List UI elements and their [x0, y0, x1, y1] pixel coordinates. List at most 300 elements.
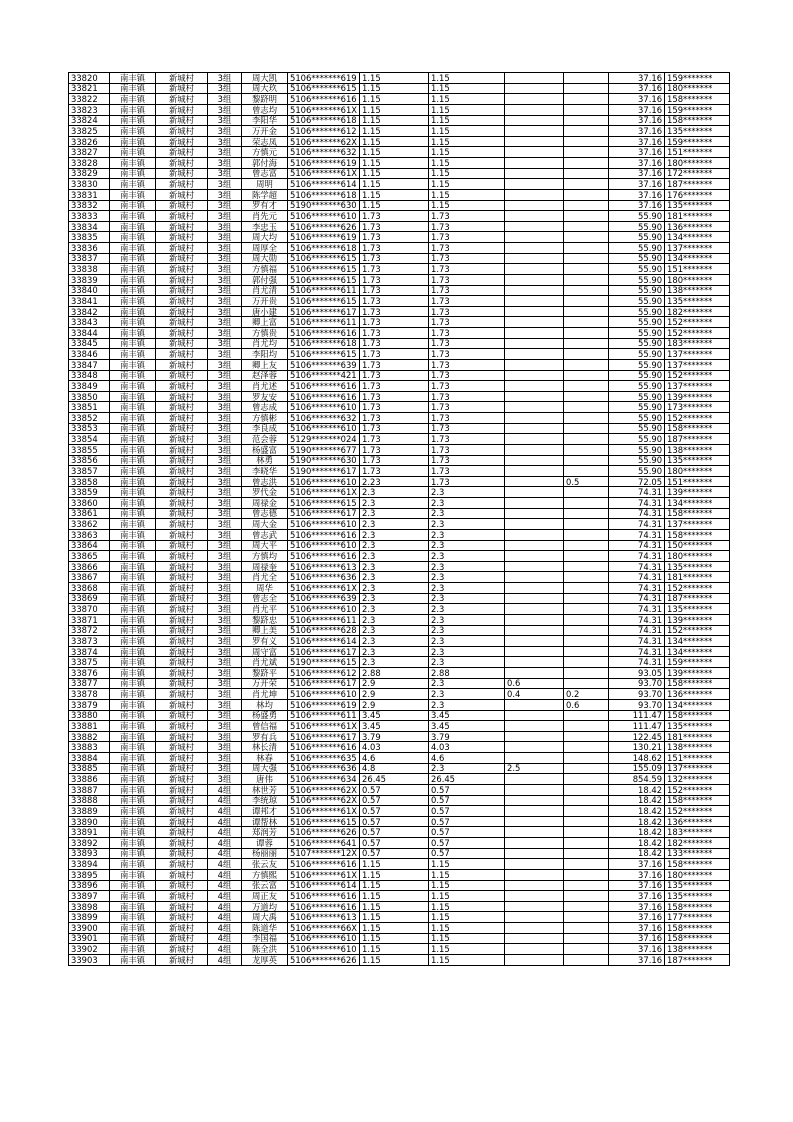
table-row	[69, 689, 730, 700]
amount-cell: 55.90	[609, 381, 665, 392]
village-cell: 新城村	[156, 349, 208, 360]
village-cell: 新城村	[156, 901, 208, 912]
village-cell: 新城村	[156, 94, 208, 105]
village-cell: 新城村	[156, 126, 208, 137]
phone-cell: 132*******	[665, 774, 730, 785]
id-number-cell: 5106*******641	[288, 838, 360, 849]
phone-cell: 134*******	[665, 636, 730, 647]
area-b-cell	[505, 848, 564, 859]
table-row	[69, 880, 730, 891]
area-a-cell: 0.57	[429, 784, 505, 795]
total-area-cell: 0.57	[360, 827, 429, 838]
amount-cell: 854.59	[609, 774, 665, 785]
phone-cell: 158*******	[665, 423, 730, 434]
phone-cell: 187*******	[665, 179, 730, 190]
town-cell: 南丰镇	[110, 402, 156, 413]
name-cell: 张云富	[242, 880, 288, 891]
row-number-cell: 33868	[69, 583, 110, 594]
group-cell: 3组	[208, 423, 242, 434]
phone-cell: 139*******	[665, 668, 730, 679]
id-number-cell: 5106*******612	[288, 668, 360, 679]
area-a-cell: 2.3	[429, 646, 505, 657]
table-row	[69, 593, 730, 604]
total-area-cell: 1.15	[360, 944, 429, 955]
name-cell: 李忠玉	[242, 221, 288, 232]
village-cell: 新城村	[156, 306, 208, 317]
name-cell: 罗友安	[242, 391, 288, 402]
town-cell: 南丰镇	[110, 211, 156, 222]
total-area-cell: 1.15	[360, 94, 429, 105]
phone-cell: 152*******	[665, 784, 730, 795]
area-b-cell	[505, 901, 564, 912]
total-area-cell: 1.73	[360, 444, 429, 455]
group-cell: 4组	[208, 923, 242, 934]
name-cell: 周大均	[242, 232, 288, 243]
total-area-cell: 2.3	[360, 551, 429, 562]
area-a-cell: 0.57	[429, 795, 505, 806]
area-b-cell	[505, 561, 564, 572]
group-cell: 4组	[208, 848, 242, 859]
village-cell: 新城村	[156, 742, 208, 753]
total-area-cell: 2.3	[360, 636, 429, 647]
area-c-cell	[564, 657, 609, 668]
amount-cell: 74.31	[609, 508, 665, 519]
area-b-cell	[505, 954, 564, 965]
row-number-cell: 33885	[69, 763, 110, 774]
phone-cell: 137*******	[665, 381, 730, 392]
area-b-cell	[505, 296, 564, 307]
village-cell: 新城村	[156, 136, 208, 147]
area-b-cell	[505, 753, 564, 764]
id-number-cell: 5106*******611	[288, 285, 360, 296]
phone-cell: 138*******	[665, 285, 730, 296]
row-number-cell: 33838	[69, 264, 110, 275]
area-b-cell	[505, 944, 564, 955]
area-a-cell: 0.57	[429, 816, 505, 827]
table-row	[69, 933, 730, 944]
village-cell: 新城村	[156, 604, 208, 615]
amount-cell: 74.31	[609, 583, 665, 594]
phone-cell: 158*******	[665, 710, 730, 721]
group-cell: 3组	[208, 306, 242, 317]
row-number-cell: 33865	[69, 551, 110, 562]
row-number-cell: 33898	[69, 901, 110, 912]
table-row	[69, 519, 730, 530]
table-row	[69, 168, 730, 179]
table-row	[69, 147, 730, 158]
town-cell: 南丰镇	[110, 136, 156, 147]
area-b-cell	[505, 816, 564, 827]
id-number-cell: 5106*******615	[288, 498, 360, 509]
phone-cell: 182*******	[665, 838, 730, 849]
group-cell: 3组	[208, 710, 242, 721]
phone-cell: 137*******	[665, 763, 730, 774]
area-c-cell	[564, 104, 609, 115]
area-c-cell	[564, 678, 609, 689]
village-cell: 新城村	[156, 317, 208, 328]
town-cell: 南丰镇	[110, 264, 156, 275]
table-row	[69, 784, 730, 795]
id-number-cell: 5106*******61X	[288, 869, 360, 880]
phone-cell: 152*******	[665, 625, 730, 636]
total-area-cell: 3.45	[360, 721, 429, 732]
total-area-cell: 1.15	[360, 859, 429, 870]
amount-cell: 55.90	[609, 264, 665, 275]
table-row	[69, 795, 730, 806]
amount-cell: 37.16	[609, 869, 665, 880]
amount-cell: 37.16	[609, 189, 665, 200]
area-b-cell	[505, 551, 564, 562]
area-a-cell: 1.73	[429, 391, 505, 402]
name-cell: 罗有义	[242, 636, 288, 647]
group-cell: 3组	[208, 381, 242, 392]
group-cell: 4组	[208, 944, 242, 955]
amount-cell: 74.31	[609, 614, 665, 625]
town-cell: 南丰镇	[110, 551, 156, 562]
amount-cell: 55.90	[609, 232, 665, 243]
name-cell: 周大金	[242, 519, 288, 530]
phone-cell: 136*******	[665, 689, 730, 700]
total-area-cell: 1.73	[360, 296, 429, 307]
amount-cell: 18.42	[609, 784, 665, 795]
phone-cell: 181*******	[665, 731, 730, 742]
amount-cell: 55.90	[609, 296, 665, 307]
amount-cell: 74.31	[609, 487, 665, 498]
town-cell: 南丰镇	[110, 848, 156, 859]
village-cell: 新城村	[156, 827, 208, 838]
name-cell: 范会蓉	[242, 434, 288, 445]
row-number-cell: 33848	[69, 370, 110, 381]
phone-cell: 158*******	[665, 115, 730, 126]
id-number-cell: 5106*******639	[288, 359, 360, 370]
town-cell: 南丰镇	[110, 731, 156, 742]
row-number-cell: 33847	[69, 359, 110, 370]
id-number-cell: 5106*******617	[288, 731, 360, 742]
area-a-cell: 1.73	[429, 444, 505, 455]
area-c-cell	[564, 328, 609, 339]
area-a-cell: 1.73	[429, 296, 505, 307]
id-number-cell: 5107*******12X	[288, 848, 360, 859]
table-row	[69, 668, 730, 679]
area-c-cell	[564, 529, 609, 540]
area-c-cell	[564, 742, 609, 753]
total-area-cell: 2.3	[360, 519, 429, 530]
town-cell: 南丰镇	[110, 232, 156, 243]
total-area-cell: 1.15	[360, 869, 429, 880]
area-a-cell: 1.73	[429, 264, 505, 275]
total-area-cell: 1.73	[360, 253, 429, 264]
town-cell: 南丰镇	[110, 816, 156, 827]
area-c-cell	[564, 604, 609, 615]
row-number-cell: 33858	[69, 476, 110, 487]
area-b-cell	[505, 933, 564, 944]
name-cell: 周大勋	[242, 253, 288, 264]
area-c-cell	[564, 593, 609, 604]
total-area-cell: 2.3	[360, 657, 429, 668]
town-cell: 南丰镇	[110, 721, 156, 732]
area-c-cell	[564, 136, 609, 147]
group-cell: 3组	[208, 296, 242, 307]
phone-cell: 172*******	[665, 168, 730, 179]
area-c-cell	[564, 221, 609, 232]
amount-cell: 37.16	[609, 933, 665, 944]
amount-cell: 18.42	[609, 838, 665, 849]
area-a-cell: 2.3	[429, 699, 505, 710]
town-cell: 南丰镇	[110, 604, 156, 615]
row-number-cell: 33843	[69, 317, 110, 328]
area-c-cell	[564, 306, 609, 317]
area-c-cell	[564, 381, 609, 392]
phone-cell: 152*******	[665, 413, 730, 424]
name-cell: 罗代金	[242, 487, 288, 498]
name-cell: 罗有兵	[242, 731, 288, 742]
area-c-cell	[564, 572, 609, 583]
id-number-cell: 5106*******619	[288, 699, 360, 710]
area-a-cell: 2.3	[429, 540, 505, 551]
name-cell: 周厚全	[242, 243, 288, 254]
id-number-cell: 5106*******619	[288, 73, 360, 84]
village-cell: 新城村	[156, 880, 208, 891]
row-number-cell: 33853	[69, 423, 110, 434]
name-cell: 谭蓉	[242, 838, 288, 849]
name-cell: 曾志均	[242, 104, 288, 115]
village-cell: 新城村	[156, 774, 208, 785]
name-cell: 周禄金	[242, 498, 288, 509]
total-area-cell: 1.15	[360, 158, 429, 169]
town-cell: 南丰镇	[110, 487, 156, 498]
area-c-cell	[564, 710, 609, 721]
total-area-cell: 2.3	[360, 625, 429, 636]
row-number-cell: 33876	[69, 668, 110, 679]
id-number-cell: 5106*******62X	[288, 784, 360, 795]
area-a-cell: 2.3	[429, 678, 505, 689]
group-cell: 3组	[208, 614, 242, 625]
area-b-cell	[505, 115, 564, 126]
area-c-cell	[564, 359, 609, 370]
town-cell: 南丰镇	[110, 126, 156, 137]
table-row	[69, 115, 730, 126]
town-cell: 南丰镇	[110, 221, 156, 232]
area-c-cell	[564, 296, 609, 307]
area-a-cell: 1.73	[429, 243, 505, 254]
town-cell: 南丰镇	[110, 668, 156, 679]
total-area-cell: 0.57	[360, 806, 429, 817]
town-cell: 南丰镇	[110, 189, 156, 200]
id-number-cell: 5106*******635	[288, 753, 360, 764]
area-c-cell	[564, 158, 609, 169]
area-b-cell	[505, 126, 564, 137]
village-cell: 新城村	[156, 370, 208, 381]
row-number-cell: 33874	[69, 646, 110, 657]
town-cell: 南丰镇	[110, 636, 156, 647]
village-cell: 新城村	[156, 104, 208, 115]
group-cell: 3组	[208, 391, 242, 402]
area-a-cell: 2.3	[429, 572, 505, 583]
village-cell: 新城村	[156, 614, 208, 625]
total-area-cell: 2.3	[360, 561, 429, 572]
area-a-cell: 0.57	[429, 806, 505, 817]
group-cell: 4组	[208, 933, 242, 944]
table-row	[69, 678, 730, 689]
area-c-cell	[564, 349, 609, 360]
table-row	[69, 891, 730, 902]
area-a-cell: 1.15	[429, 880, 505, 891]
name-cell: 陈学超	[242, 189, 288, 200]
area-a-cell: 1.73	[429, 359, 505, 370]
area-b-cell	[505, 806, 564, 817]
phone-cell: 180*******	[665, 869, 730, 880]
id-number-cell: 5190*******617	[288, 466, 360, 477]
row-number-cell: 33881	[69, 721, 110, 732]
amount-cell: 55.90	[609, 253, 665, 264]
total-area-cell: 2.23	[360, 476, 429, 487]
village-cell: 新城村	[156, 285, 208, 296]
name-cell: 荣志凤	[242, 136, 288, 147]
row-number-cell: 33835	[69, 232, 110, 243]
area-a-cell: 4.6	[429, 753, 505, 764]
area-a-cell: 1.73	[429, 455, 505, 466]
name-cell: 林春	[242, 753, 288, 764]
table-row	[69, 583, 730, 594]
row-number-cell: 33845	[69, 338, 110, 349]
name-cell: 周大禹	[242, 912, 288, 923]
total-area-cell: 2.3	[360, 604, 429, 615]
row-number-cell: 33900	[69, 923, 110, 934]
group-cell: 3组	[208, 147, 242, 158]
village-cell: 新城村	[156, 179, 208, 190]
village-cell: 新城村	[156, 338, 208, 349]
town-cell: 南丰镇	[110, 678, 156, 689]
row-number-cell: 33897	[69, 891, 110, 902]
village-cell: 新城村	[156, 147, 208, 158]
group-cell: 3组	[208, 763, 242, 774]
id-number-cell: 5106*******639	[288, 593, 360, 604]
table-row	[69, 359, 730, 370]
row-number-cell: 33831	[69, 189, 110, 200]
table-row	[69, 370, 730, 381]
group-cell: 3组	[208, 699, 242, 710]
table-row	[69, 285, 730, 296]
amount-cell: 55.90	[609, 413, 665, 424]
table-row	[69, 243, 730, 254]
id-number-cell: 5106*******616	[288, 742, 360, 753]
total-area-cell: 2.3	[360, 540, 429, 551]
area-c-cell	[564, 551, 609, 562]
area-a-cell: 2.3	[429, 604, 505, 615]
id-number-cell: 5106*******632	[288, 147, 360, 158]
area-b-cell: 0.6	[505, 678, 564, 689]
total-area-cell: 2.9	[360, 678, 429, 689]
area-b-cell	[505, 264, 564, 275]
amount-cell: 37.16	[609, 859, 665, 870]
amount-cell: 74.31	[609, 625, 665, 636]
area-a-cell: 2.3	[429, 625, 505, 636]
group-cell: 3组	[208, 625, 242, 636]
amount-cell: 55.90	[609, 349, 665, 360]
village-cell: 新城村	[156, 232, 208, 243]
town-cell: 南丰镇	[110, 646, 156, 657]
table-row	[69, 423, 730, 434]
amount-cell: 111.47	[609, 710, 665, 721]
id-number-cell: 5106*******613	[288, 912, 360, 923]
total-area-cell: 1.73	[360, 317, 429, 328]
group-cell: 4组	[208, 827, 242, 838]
phone-cell: 151*******	[665, 753, 730, 764]
total-area-cell: 1.15	[360, 104, 429, 115]
area-b-cell	[505, 391, 564, 402]
town-cell: 南丰镇	[110, 434, 156, 445]
area-a-cell: 0.57	[429, 848, 505, 859]
area-c-cell	[564, 370, 609, 381]
group-cell: 3组	[208, 264, 242, 275]
name-cell: 罗有才	[242, 200, 288, 211]
phone-cell: 181*******	[665, 572, 730, 583]
area-c-cell	[564, 179, 609, 190]
area-a-cell: 1.15	[429, 83, 505, 94]
area-a-cell: 2.3	[429, 636, 505, 647]
row-number-cell: 33886	[69, 774, 110, 785]
area-a-cell: 1.15	[429, 136, 505, 147]
phone-cell: 180*******	[665, 551, 730, 562]
phone-cell: 151*******	[665, 147, 730, 158]
area-b-cell	[505, 232, 564, 243]
group-cell: 3组	[208, 83, 242, 94]
area-a-cell: 3.45	[429, 721, 505, 732]
area-c-cell	[564, 668, 609, 679]
amount-cell: 55.90	[609, 370, 665, 381]
town-cell: 南丰镇	[110, 869, 156, 880]
table-row	[69, 540, 730, 551]
village-cell: 新城村	[156, 689, 208, 700]
town-cell: 南丰镇	[110, 317, 156, 328]
area-a-cell: 1.73	[429, 476, 505, 487]
town-cell: 南丰镇	[110, 583, 156, 594]
town-cell: 南丰镇	[110, 444, 156, 455]
table-row	[69, 731, 730, 742]
name-cell: 肖尤均	[242, 338, 288, 349]
phone-cell: 159*******	[665, 657, 730, 668]
name-cell: 周大强	[242, 763, 288, 774]
name-cell: 杨盛富	[242, 444, 288, 455]
area-c-cell	[564, 753, 609, 764]
table-row	[69, 73, 730, 84]
id-number-cell: 5106*******626	[288, 221, 360, 232]
amount-cell: 55.90	[609, 423, 665, 434]
table-row	[69, 944, 730, 955]
area-c-cell	[564, 434, 609, 445]
name-cell: 李阳华	[242, 115, 288, 126]
group-cell: 3组	[208, 94, 242, 105]
amount-cell: 55.90	[609, 391, 665, 402]
phone-cell: 180*******	[665, 274, 730, 285]
area-b-cell	[505, 487, 564, 498]
id-number-cell: 5106*******610	[288, 944, 360, 955]
area-b-cell	[505, 795, 564, 806]
phone-cell: 183*******	[665, 827, 730, 838]
id-number-cell: 5106*******616	[288, 859, 360, 870]
phone-cell: 133*******	[665, 848, 730, 859]
area-a-cell: 1.15	[429, 901, 505, 912]
phone-cell: 183*******	[665, 338, 730, 349]
phone-cell: 159*******	[665, 73, 730, 84]
phone-cell: 136*******	[665, 221, 730, 232]
area-c-cell: 0.5	[564, 476, 609, 487]
table-row	[69, 158, 730, 169]
amount-cell: 37.16	[609, 147, 665, 158]
name-cell: 陈道华	[242, 923, 288, 934]
table-row	[69, 179, 730, 190]
area-a-cell: 1.73	[429, 317, 505, 328]
